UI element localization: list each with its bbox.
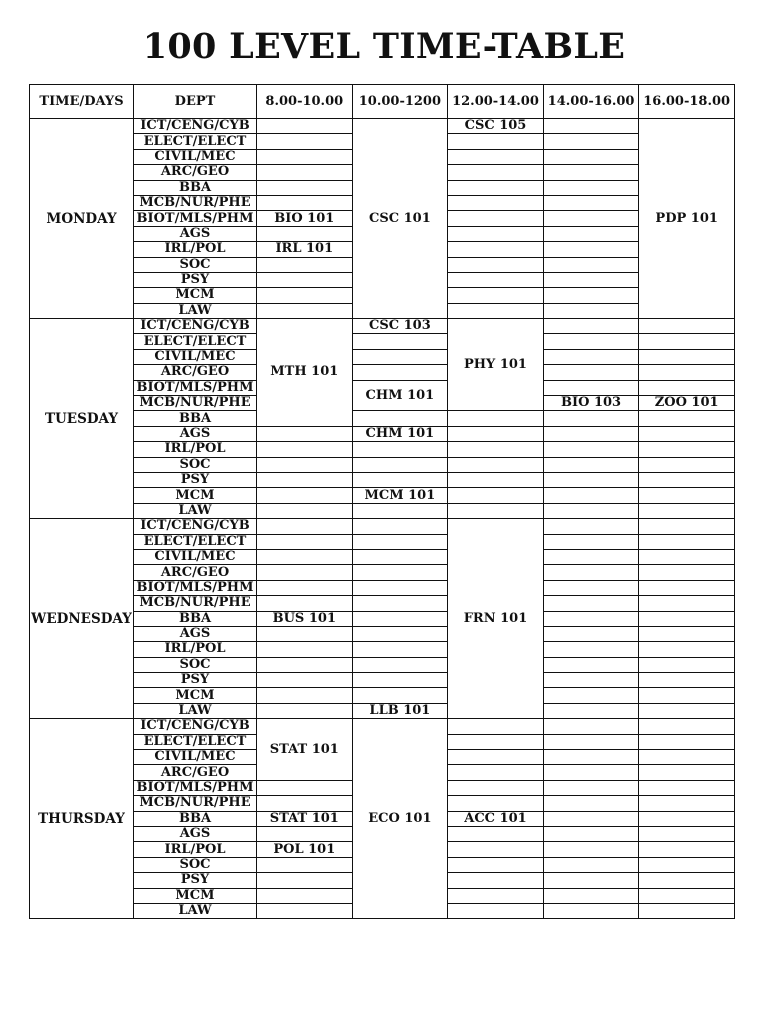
dept-cell: AGS (134, 626, 257, 641)
empty-cell (448, 442, 544, 457)
empty-cell (257, 472, 353, 487)
empty-cell (448, 488, 544, 503)
empty-cell (543, 442, 639, 457)
empty-cell (448, 165, 544, 180)
course-cell: BIO 103 (543, 396, 639, 411)
dept-cell: MCB/NUR/PHE (134, 396, 257, 411)
empty-cell (639, 349, 735, 364)
empty-cell (543, 734, 639, 749)
empty-cell (543, 134, 639, 149)
empty-cell (257, 673, 353, 688)
table-row (30, 411, 735, 426)
empty-cell (448, 149, 544, 164)
empty-cell (639, 842, 735, 857)
header-row (30, 85, 735, 119)
empty-cell (352, 472, 448, 487)
empty-cell (543, 349, 639, 364)
empty-cell (448, 211, 544, 226)
empty-cell (352, 411, 448, 426)
dept-cell: AGS (134, 226, 257, 241)
empty-cell (352, 457, 448, 472)
table-row (30, 334, 735, 349)
empty-cell (257, 442, 353, 457)
dept-cell: BIOT/MLS/PHM (134, 380, 257, 395)
dept-cell: ARC/GEO (134, 165, 257, 180)
header-slot: 16.00-18.00 (639, 85, 735, 119)
dept-cell: IRL/POL (134, 442, 257, 457)
empty-cell (448, 226, 544, 241)
empty-cell (257, 703, 353, 718)
empty-cell (639, 411, 735, 426)
dept-cell: SOC (134, 657, 257, 672)
empty-cell (639, 642, 735, 657)
empty-cell (257, 119, 353, 134)
day-label: THURSDAY (30, 719, 134, 919)
empty-cell (352, 349, 448, 364)
dept-cell: ELECT/ELECT (134, 334, 257, 349)
table-row (30, 565, 735, 580)
empty-cell (639, 457, 735, 472)
empty-cell (352, 611, 448, 626)
day-label: MONDAY (30, 119, 134, 319)
empty-cell (352, 442, 448, 457)
table-row (30, 673, 735, 688)
empty-cell (257, 780, 353, 795)
empty-cell (543, 211, 639, 226)
empty-cell (543, 873, 639, 888)
header-slot: 12.00-14.00 (448, 85, 544, 119)
empty-cell (448, 888, 544, 903)
empty-cell (639, 565, 735, 580)
dept-cell: MCM (134, 488, 257, 503)
table-row (30, 488, 735, 503)
empty-cell (639, 903, 735, 918)
empty-cell (543, 411, 639, 426)
empty-cell (639, 319, 735, 334)
empty-cell (639, 534, 735, 549)
empty-cell (448, 288, 544, 303)
course-cell: STAT 101 (257, 811, 353, 826)
empty-cell (543, 857, 639, 872)
empty-cell (257, 657, 353, 672)
empty-cell (543, 657, 639, 672)
empty-cell (352, 596, 448, 611)
dept-cell: MCM (134, 688, 257, 703)
table-row (30, 349, 735, 364)
dept-cell: SOC (134, 857, 257, 872)
empty-cell (448, 873, 544, 888)
empty-cell (639, 380, 735, 395)
empty-cell (448, 195, 544, 210)
dept-cell: BBA (134, 811, 257, 826)
dept-cell: IRL/POL (134, 842, 257, 857)
empty-cell (543, 750, 639, 765)
empty-cell (257, 226, 353, 241)
empty-cell (448, 242, 544, 257)
table-row (30, 534, 735, 549)
empty-cell (257, 426, 353, 441)
course-cell: ECO 101 (352, 719, 448, 919)
course-cell: STAT 101 (257, 719, 353, 781)
empty-cell (543, 826, 639, 841)
timetable (29, 84, 735, 919)
empty-cell (543, 472, 639, 487)
empty-cell (543, 534, 639, 549)
table-row (30, 380, 735, 395)
empty-cell (257, 272, 353, 287)
empty-cell (543, 903, 639, 918)
empty-cell (639, 703, 735, 718)
empty-cell (543, 503, 639, 518)
dept-cell: IRL/POL (134, 242, 257, 257)
course-cell: BUS 101 (257, 611, 353, 626)
empty-cell (639, 426, 735, 441)
dept-cell: LAW (134, 903, 257, 918)
dept-cell: PSY (134, 472, 257, 487)
empty-cell (352, 534, 448, 549)
empty-cell (257, 519, 353, 534)
empty-cell (352, 365, 448, 380)
empty-cell (543, 842, 639, 857)
table-row (30, 703, 735, 718)
course-cell: BIO 101 (257, 211, 353, 226)
empty-cell (448, 842, 544, 857)
dept-cell: ARC/GEO (134, 365, 257, 380)
dept-cell: ICT/CENG/CYB (134, 119, 257, 134)
dept-cell: MCB/NUR/PHE (134, 596, 257, 611)
empty-cell (257, 195, 353, 210)
course-cell: ZOO 101 (639, 396, 735, 411)
empty-cell (257, 457, 353, 472)
empty-cell (543, 673, 639, 688)
dept-cell: MCB/NUR/PHE (134, 796, 257, 811)
table-row (30, 626, 735, 641)
empty-cell (257, 596, 353, 611)
table-row (30, 365, 735, 380)
dept-cell: ICT/CENG/CYB (134, 519, 257, 534)
table-row (30, 519, 735, 534)
empty-cell (448, 780, 544, 795)
table-row (30, 688, 735, 703)
empty-cell (448, 426, 544, 441)
empty-cell (639, 611, 735, 626)
empty-cell (639, 503, 735, 518)
course-cell: PDP 101 (639, 119, 735, 319)
dept-cell: PSY (134, 673, 257, 688)
table-row (30, 426, 735, 441)
course-cell: POL 101 (257, 842, 353, 857)
empty-cell (352, 565, 448, 580)
empty-cell (543, 303, 639, 318)
empty-cell (639, 673, 735, 688)
dept-cell: MCB/NUR/PHE (134, 195, 257, 210)
empty-cell (639, 873, 735, 888)
empty-cell (257, 165, 353, 180)
empty-cell (543, 488, 639, 503)
empty-cell (257, 549, 353, 564)
empty-cell (448, 257, 544, 272)
empty-cell (543, 165, 639, 180)
empty-cell (543, 242, 639, 257)
timetable-body (30, 119, 735, 919)
dept-cell: ELECT/ELECT (134, 734, 257, 749)
empty-cell (352, 657, 448, 672)
empty-cell (543, 457, 639, 472)
header-slot: 8.00-10.00 (257, 85, 353, 119)
empty-cell (257, 857, 353, 872)
table-row (30, 596, 735, 611)
empty-cell (639, 519, 735, 534)
empty-cell (352, 334, 448, 349)
empty-cell (639, 365, 735, 380)
empty-cell (448, 472, 544, 487)
empty-cell (448, 272, 544, 287)
empty-cell (639, 488, 735, 503)
empty-cell (543, 257, 639, 272)
empty-cell (543, 888, 639, 903)
dept-cell: CIVIL/MEC (134, 750, 257, 765)
empty-cell (257, 826, 353, 841)
empty-cell (543, 565, 639, 580)
empty-cell (543, 626, 639, 641)
dept-cell: LAW (134, 703, 257, 718)
empty-cell (543, 719, 639, 734)
dept-cell: SOC (134, 257, 257, 272)
empty-cell (257, 488, 353, 503)
dept-cell: ELECT/ELECT (134, 534, 257, 549)
dept-cell: BBA (134, 611, 257, 626)
empty-cell (257, 626, 353, 641)
empty-cell (257, 903, 353, 918)
empty-cell (543, 519, 639, 534)
course-cell: MCM 101 (352, 488, 448, 503)
empty-cell (639, 734, 735, 749)
empty-cell (543, 180, 639, 195)
empty-cell (543, 580, 639, 595)
empty-cell (352, 519, 448, 534)
dept-cell: CIVIL/MEC (134, 349, 257, 364)
course-cell: ACC 101 (448, 811, 544, 826)
table-row (30, 503, 735, 518)
empty-cell (639, 626, 735, 641)
empty-cell (543, 365, 639, 380)
empty-cell (448, 734, 544, 749)
empty-cell (543, 426, 639, 441)
empty-cell (639, 596, 735, 611)
empty-cell (639, 719, 735, 734)
empty-cell (639, 334, 735, 349)
table-row (30, 719, 735, 734)
empty-cell (257, 873, 353, 888)
table-row (30, 442, 735, 457)
dept-cell: MCM (134, 888, 257, 903)
empty-cell (639, 888, 735, 903)
empty-cell (257, 288, 353, 303)
empty-cell (543, 319, 639, 334)
table-row (30, 642, 735, 657)
empty-cell (257, 688, 353, 703)
dept-cell: BIOT/MLS/PHM (134, 580, 257, 595)
empty-cell (639, 442, 735, 457)
dept-cell: LAW (134, 503, 257, 518)
empty-cell (543, 149, 639, 164)
empty-cell (257, 257, 353, 272)
empty-cell (448, 719, 544, 734)
empty-cell (448, 411, 544, 426)
empty-cell (543, 195, 639, 210)
dept-cell: PSY (134, 873, 257, 888)
empty-cell (257, 642, 353, 657)
empty-cell (639, 580, 735, 595)
empty-cell (543, 119, 639, 134)
empty-cell (639, 796, 735, 811)
empty-cell (639, 750, 735, 765)
table-row (30, 549, 735, 564)
empty-cell (543, 811, 639, 826)
page-title: 100 LEVEL TIME-TABLE (142, 26, 626, 67)
header-slot: 10.00-1200 (352, 85, 448, 119)
course-cell: CHM 101 (352, 426, 448, 441)
empty-cell (543, 703, 639, 718)
dept-cell: ICT/CENG/CYB (134, 319, 257, 334)
empty-cell (639, 688, 735, 703)
empty-cell (543, 688, 639, 703)
empty-cell (639, 765, 735, 780)
dept-cell: SOC (134, 457, 257, 472)
dept-cell: CIVIL/MEC (134, 149, 257, 164)
empty-cell (543, 334, 639, 349)
header-time-days: TIME/DAYS (30, 85, 134, 119)
empty-cell (257, 180, 353, 195)
dept-cell: BIOT/MLS/PHM (134, 211, 257, 226)
course-cell: MTH 101 (257, 319, 353, 427)
dept-cell: BBA (134, 180, 257, 195)
empty-cell (543, 288, 639, 303)
empty-cell (639, 472, 735, 487)
table-row (30, 472, 735, 487)
empty-cell (257, 534, 353, 549)
empty-cell (448, 750, 544, 765)
empty-cell (543, 272, 639, 287)
dept-cell: BIOT/MLS/PHM (134, 780, 257, 795)
empty-cell (257, 303, 353, 318)
dept-cell: ARC/GEO (134, 565, 257, 580)
empty-cell (352, 673, 448, 688)
empty-cell (448, 903, 544, 918)
dept-cell: MCM (134, 288, 257, 303)
empty-cell (448, 503, 544, 518)
dept-cell: ICT/CENG/CYB (134, 719, 257, 734)
empty-cell (257, 580, 353, 595)
empty-cell (543, 780, 639, 795)
table-row (30, 119, 735, 134)
empty-cell (543, 549, 639, 564)
header-slot: 14.00-16.00 (543, 85, 639, 119)
table-row (30, 457, 735, 472)
empty-cell (257, 134, 353, 149)
empty-cell (448, 857, 544, 872)
empty-cell (639, 657, 735, 672)
course-cell: CHM 101 (352, 380, 448, 411)
empty-cell (543, 596, 639, 611)
course-cell: PHY 101 (448, 319, 544, 411)
empty-cell (639, 857, 735, 872)
empty-cell (257, 796, 353, 811)
empty-cell (448, 134, 544, 149)
dept-cell: CIVIL/MEC (134, 549, 257, 564)
empty-cell (639, 780, 735, 795)
empty-cell (448, 303, 544, 318)
table-row (30, 611, 735, 626)
dept-cell: ELECT/ELECT (134, 134, 257, 149)
empty-cell (257, 888, 353, 903)
empty-cell (543, 380, 639, 395)
dept-cell: BBA (134, 411, 257, 426)
empty-cell (352, 688, 448, 703)
empty-cell (352, 642, 448, 657)
empty-cell (352, 549, 448, 564)
empty-cell (352, 580, 448, 595)
course-cell: FRN 101 (448, 519, 544, 719)
dept-cell: IRL/POL (134, 642, 257, 657)
empty-cell (448, 765, 544, 780)
day-label: TUESDAY (30, 319, 134, 519)
day-label: WEDNESDAY (30, 519, 134, 719)
empty-cell (448, 180, 544, 195)
header-dept: DEPT (134, 85, 257, 119)
empty-cell (448, 457, 544, 472)
empty-cell (257, 565, 353, 580)
dept-cell: ARC/GEO (134, 765, 257, 780)
course-cell: CSC 103 (352, 319, 448, 334)
empty-cell (543, 765, 639, 780)
empty-cell (448, 796, 544, 811)
empty-cell (352, 626, 448, 641)
empty-cell (257, 149, 353, 164)
empty-cell (543, 642, 639, 657)
dept-cell: AGS (134, 826, 257, 841)
dept-cell: AGS (134, 426, 257, 441)
course-cell: LLB 101 (352, 703, 448, 718)
dept-cell: LAW (134, 303, 257, 318)
empty-cell (257, 503, 353, 518)
table-row (30, 319, 735, 334)
course-cell: IRL 101 (257, 242, 353, 257)
course-cell: CSC 105 (448, 119, 544, 134)
empty-cell (352, 503, 448, 518)
empty-cell (639, 549, 735, 564)
empty-cell (543, 611, 639, 626)
empty-cell (543, 226, 639, 241)
dept-cell: PSY (134, 272, 257, 287)
table-row (30, 580, 735, 595)
table-row (30, 657, 735, 672)
course-cell: CSC 101 (352, 119, 448, 319)
empty-cell (639, 826, 735, 841)
empty-cell (639, 811, 735, 826)
empty-cell (448, 826, 544, 841)
empty-cell (543, 796, 639, 811)
